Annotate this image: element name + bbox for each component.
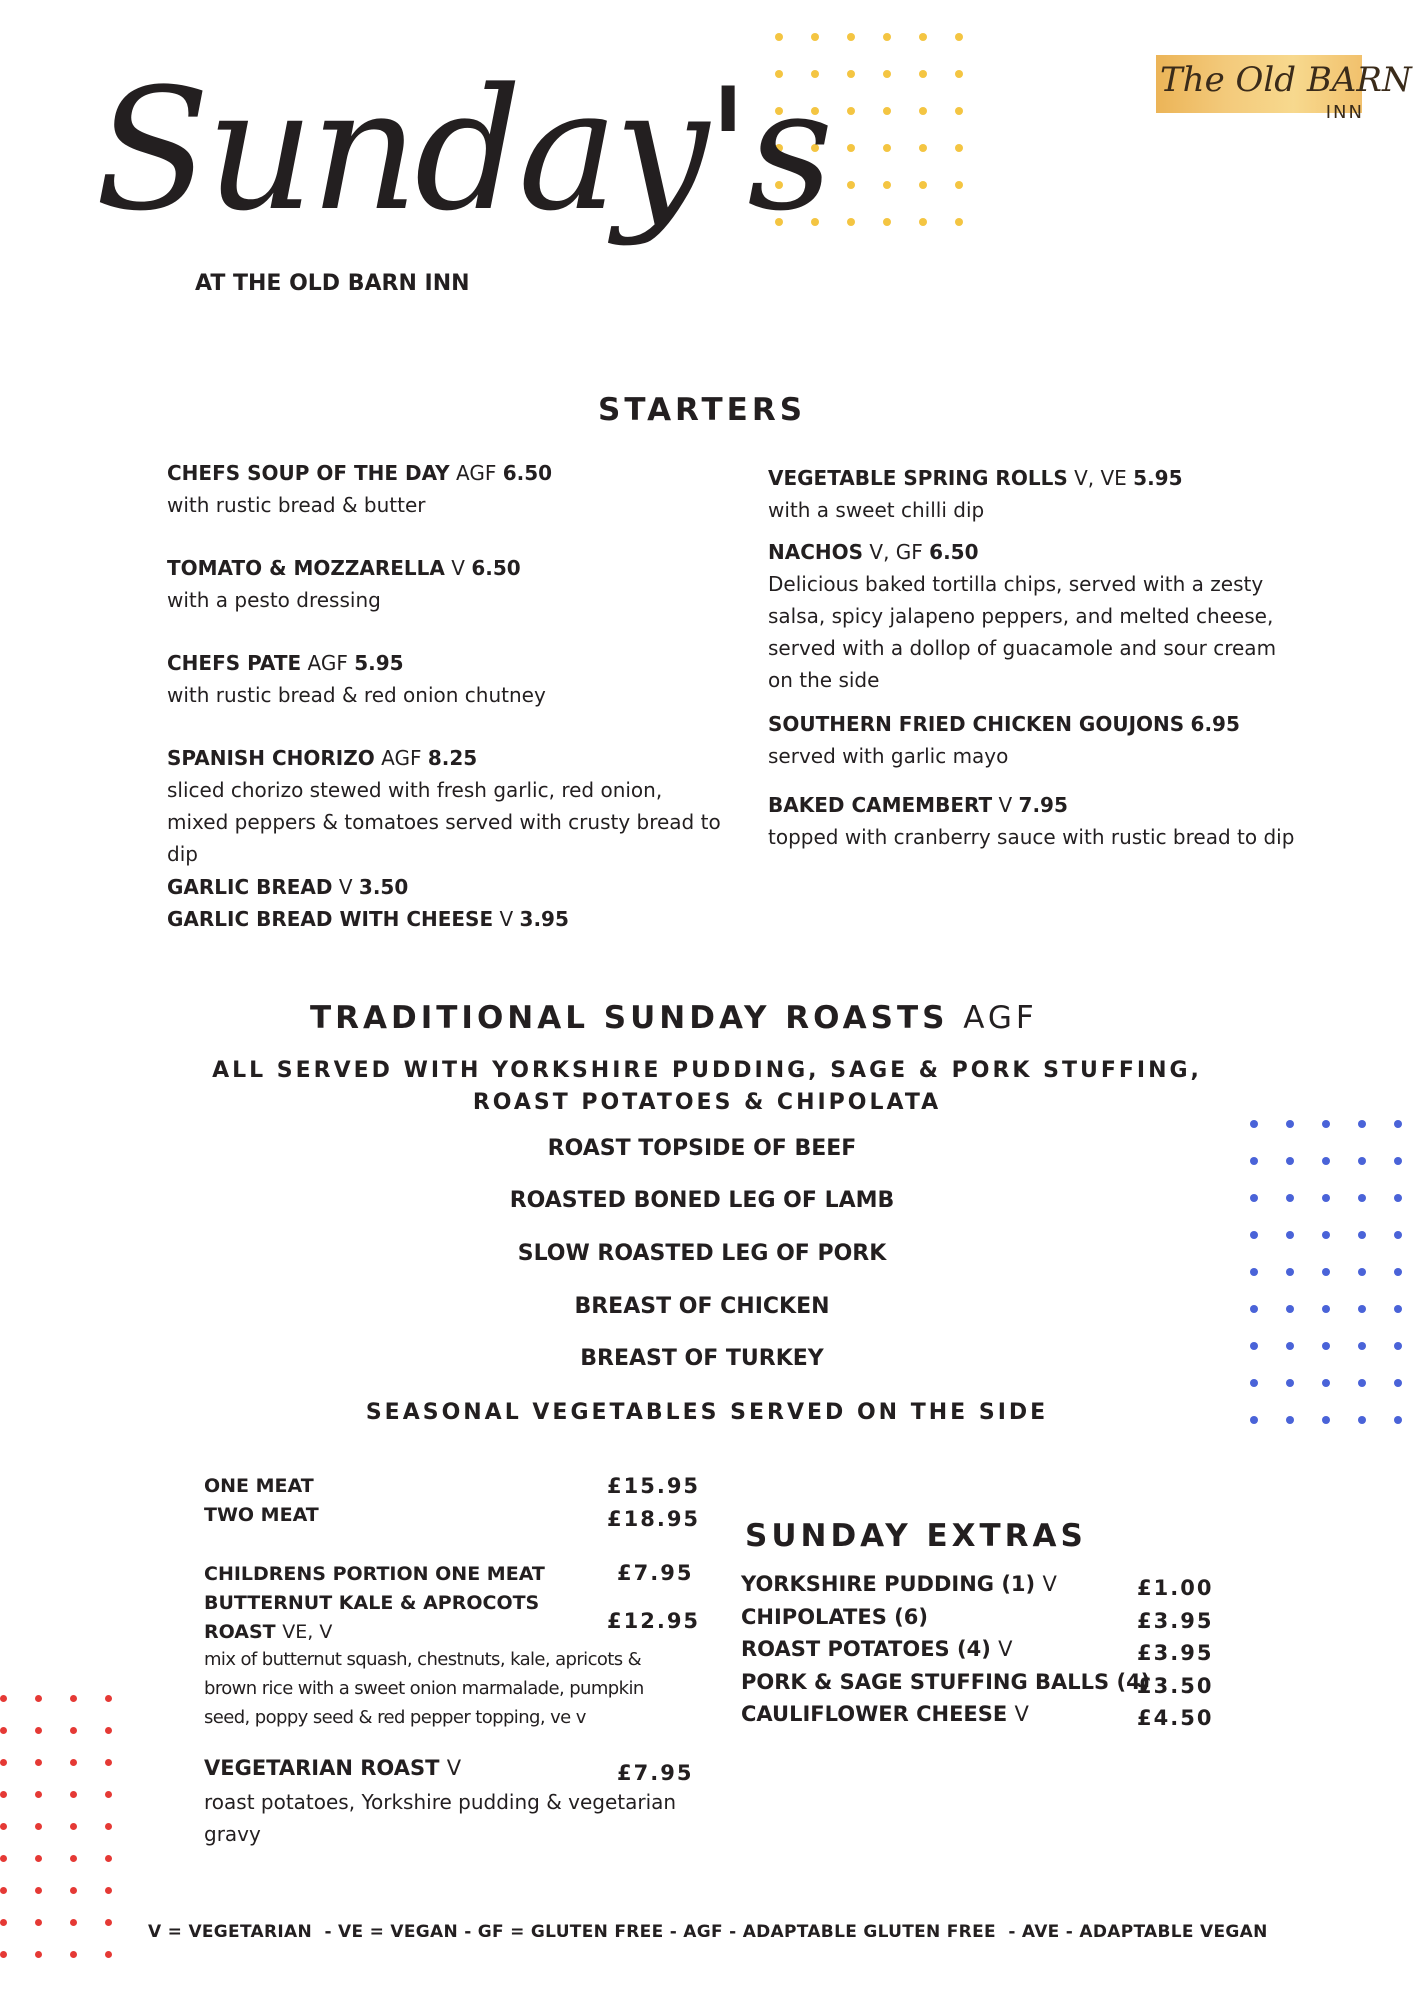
roasts-veg-note: SEASONAL VEGETABLES SERVED ON THE SIDE (365, 1400, 1049, 1425)
one-meat-price: £15.95 (607, 1474, 701, 1498)
dot (1394, 1120, 1402, 1128)
starter-name: VEGETABLE SPRING ROLLS (768, 466, 1068, 490)
dot (35, 1695, 42, 1702)
roast-item: SLOW ROASTED LEG OF PORK (517, 1241, 887, 1266)
starter-name: BAKED CAMEMBERT (768, 793, 993, 817)
veg-roast-title (204, 1756, 461, 1780)
starter-name: TOMATO & MOZZARELLA (167, 556, 445, 580)
roast-item: ROAST TOPSIDE OF BEEF (547, 1136, 857, 1161)
extra-item-name-text: ROAST POTATOES (4) (741, 1637, 991, 1661)
dot (1322, 1120, 1330, 1128)
dot (955, 218, 963, 226)
extra-item-name (741, 1670, 1150, 1694)
extra-item-price: £1.00 (1137, 1576, 1214, 1600)
one-meat-label: ONE MEAT (204, 1475, 314, 1497)
veg-roast-description: roast potatoes, Yorkshire pudding & vegetarian gravy (204, 1790, 677, 1846)
dot (1358, 1379, 1366, 1387)
dot (919, 218, 927, 226)
starter-item (768, 462, 1298, 526)
logo-sub-text: INN (1325, 102, 1364, 123)
starter-item (167, 871, 727, 903)
extra-item-name (741, 1605, 928, 1629)
starter-description: served with garlic mayo (768, 744, 1009, 768)
dot (919, 181, 927, 189)
dot (847, 70, 855, 78)
starter-price: 5.95 (1133, 466, 1183, 490)
dot (0, 1727, 7, 1734)
dot (883, 33, 891, 41)
dot (0, 1759, 7, 1766)
dot (70, 1759, 77, 1766)
extra-item-tag: V (998, 1637, 1013, 1661)
extra-item-price: £3.50 (1137, 1673, 1214, 1698)
starter-price: 5.95 (354, 651, 404, 675)
extra-item-price: £3.95 (1137, 1608, 1214, 1633)
extra-item-name (741, 1702, 1029, 1726)
dot (1250, 1379, 1258, 1387)
dot (105, 1951, 112, 1958)
dot (1250, 1120, 1258, 1128)
roast-item: BREAST OF TURKEY (580, 1346, 824, 1371)
dot (0, 1823, 7, 1830)
starter-item (167, 552, 727, 616)
dot (1394, 1379, 1402, 1387)
starter-price: 6.50 (502, 461, 553, 485)
dot (1394, 1231, 1402, 1239)
starter-description: with rustic bread & butter (167, 493, 426, 517)
dot (1286, 1120, 1294, 1128)
page-subtitle: AT THE OLD BARN INN (195, 271, 470, 296)
dot (70, 1695, 77, 1702)
butternut-tag: VE, V (282, 1621, 333, 1643)
dot (919, 107, 927, 115)
starter-description: with a sweet chilli dip (768, 498, 985, 522)
logo (1150, 50, 1412, 126)
dot (0, 1695, 7, 1702)
starter-price: 3.95 (519, 907, 569, 931)
dot (883, 144, 891, 152)
child-portion-label: CHILDRENS PORTION ONE MEAT (204, 1563, 545, 1585)
dot (0, 1919, 7, 1926)
dot (35, 1855, 42, 1862)
starter-tag: V (338, 875, 353, 899)
starters-heading: STARTERS (598, 392, 807, 428)
dot (35, 1887, 42, 1894)
dot (1286, 1379, 1294, 1387)
starter-name: CHEFS PATE (167, 651, 302, 675)
dot (847, 107, 855, 115)
extra-item-name (741, 1572, 1057, 1596)
starter-description: topped with cranberry sauce with rustic bread to dip (768, 825, 1295, 849)
dot (105, 1823, 112, 1830)
page-title-script: Sunday's (95, 52, 830, 248)
dot (1286, 1268, 1294, 1276)
starter-price: 3.50 (358, 875, 409, 899)
starter-name: CHEFS SOUP OF THE DAY (167, 461, 450, 485)
logo-main-text: The Old BARN (1160, 60, 1412, 100)
roasts-subheading-2: ROAST POTATOES & CHIPOLATA (472, 1090, 942, 1115)
roast-item: ROASTED BONED LEG OF LAMB (509, 1188, 895, 1213)
starter-description: Delicious baked tortilla chips, served with a zesty salsa, spicy jalapeno peppers, and melted cheese, served with a dollop of guacamole and sour cream on the side (768, 572, 1277, 692)
roasts-heading (310, 1000, 1038, 1036)
dot (1322, 1231, 1330, 1239)
dot (1250, 1231, 1258, 1239)
starter-tag: V (998, 793, 1013, 817)
dot (847, 33, 855, 41)
two-meat-price: £18.95 (607, 1507, 701, 1531)
dot (70, 1951, 77, 1958)
dot (35, 1727, 42, 1734)
starter-name: NACHOS (768, 540, 864, 564)
dot (919, 70, 927, 78)
blue-dot-grid (1250, 1120, 1402, 1424)
starter-tag: V, VE (1074, 466, 1127, 490)
starter-name: GARLIC BREAD (167, 875, 333, 899)
butternut-title-2 (204, 1621, 332, 1643)
dietary-key-footer: V = VEGETARIAN - VE = VEGAN - GF = GLUTEN FREE - AGF - ADAPTABLE GLUTEN FREE - AVE - ADAPTABLE VEGAN (148, 1922, 1268, 1942)
starter-item (167, 903, 727, 935)
dot (1322, 1379, 1330, 1387)
dot (847, 218, 855, 226)
extra-item-name-text: YORKSHIRE PUDDING (1) (741, 1572, 1036, 1596)
starter-name: GARLIC BREAD WITH CHEESE (167, 907, 494, 931)
veg-roast-tag: V (446, 1756, 462, 1780)
dot (35, 1951, 42, 1958)
dot (105, 1727, 112, 1734)
dot (70, 1791, 77, 1798)
dot (1322, 1268, 1330, 1276)
dot (1394, 1268, 1402, 1276)
dot (35, 1919, 42, 1926)
extras-heading: SUNDAY EXTRAS (745, 1518, 1087, 1554)
starter-description: sliced chorizo stewed with fresh garlic, red onion, mixed peppers & tomatoes served with crusty bread to dip (167, 778, 721, 866)
veg-roast-price: £7.95 (617, 1761, 694, 1785)
dot (70, 1823, 77, 1830)
extra-item-tag: V (1014, 1702, 1029, 1726)
dot (883, 181, 891, 189)
dot (955, 181, 963, 189)
dot (955, 70, 963, 78)
dot (883, 70, 891, 78)
starter-name: SOUTHERN FRIED CHICKEN GOUJONS (768, 712, 1185, 736)
starter-tag: V (451, 556, 465, 580)
child-portion-price: £7.95 (617, 1561, 694, 1585)
butternut-price: £12.95 (607, 1609, 701, 1633)
dot (955, 107, 963, 115)
dot (105, 1791, 112, 1798)
dot (883, 218, 891, 226)
dot (105, 1919, 112, 1926)
roasts-heading-tag: AGF (963, 1000, 1038, 1036)
dot (0, 1951, 7, 1958)
starter-price: 6.50 (929, 540, 979, 564)
starter-tag: AGF (456, 461, 497, 485)
extra-item-price: £4.50 (1137, 1706, 1214, 1730)
starter-tag: AGF (307, 651, 348, 675)
dot (955, 33, 963, 41)
extra-item-name (741, 1637, 1012, 1661)
starter-item (768, 708, 1298, 772)
dot (70, 1919, 77, 1926)
dot (1358, 1231, 1366, 1239)
dot (1286, 1231, 1294, 1239)
dot (847, 144, 855, 152)
extra-item-name-text: PORK & SAGE STUFFING BALLS (4) (741, 1669, 1151, 1694)
dot (35, 1791, 42, 1798)
dot (1358, 1120, 1366, 1128)
starter-item (768, 789, 1298, 853)
dot (919, 144, 927, 152)
dot (883, 107, 891, 115)
dot (105, 1759, 112, 1766)
dot (0, 1887, 7, 1894)
dot (0, 1855, 7, 1862)
butternut-title-2-text: ROAST (204, 1621, 276, 1643)
dot (0, 1791, 7, 1798)
starter-item (768, 536, 1298, 696)
extra-item-price: £3.95 (1137, 1641, 1214, 1665)
extra-item-name-text: CHIPOLATES (6) (741, 1604, 928, 1629)
butternut-description: mix of butternut squash, chestnuts, kale, apricots & brown rice with a sweet onion marmalade, pumpkin seed, poppy seed & red pepper topping, ve v (204, 1649, 644, 1728)
dot (70, 1855, 77, 1862)
dot (919, 33, 927, 41)
red-dot-grid (0, 1695, 112, 1958)
extra-item-tag: V (1042, 1572, 1057, 1596)
dot (955, 144, 963, 152)
dot (105, 1855, 112, 1862)
veg-roast-title-text: VEGETARIAN ROAST (204, 1756, 440, 1780)
starter-description: with rustic bread & red onion chutney (167, 683, 546, 707)
starter-tag: V (499, 907, 514, 931)
starter-price: 8.25 (427, 746, 478, 770)
starter-price: 7.95 (1018, 793, 1068, 817)
starter-price: 6.95 (1190, 712, 1240, 736)
butternut-title-1: BUTTERNUT KALE & APROCOTS (204, 1592, 540, 1614)
dot (847, 181, 855, 189)
roasts-subheading-1: ALL SERVED WITH YORKSHIRE PUDDING, SAGE & PORK STUFFING, (212, 1058, 1202, 1083)
starter-tag: AGF (381, 746, 422, 770)
starter-item (167, 647, 727, 711)
starter-description: with a pesto dressing (167, 588, 381, 612)
starter-item (167, 742, 727, 870)
dot (35, 1823, 42, 1830)
starter-item (167, 457, 727, 521)
starter-name: SPANISH CHORIZO (167, 746, 375, 770)
dot (70, 1887, 77, 1894)
dot (105, 1695, 112, 1702)
dot (1358, 1268, 1366, 1276)
two-meat-label: TWO MEAT (204, 1504, 319, 1526)
extra-item-name-text: CAULIFLOWER CHEESE (741, 1702, 1008, 1726)
starter-price: 6.50 (471, 556, 521, 580)
dot (70, 1727, 77, 1734)
roast-item: BREAST OF CHICKEN (574, 1294, 830, 1319)
starter-tag: V, GF (869, 540, 923, 564)
roasts-heading-text: TRADITIONAL SUNDAY ROASTS (310, 1000, 949, 1036)
dot (1250, 1268, 1258, 1276)
dot (105, 1887, 112, 1894)
dot (35, 1759, 42, 1766)
